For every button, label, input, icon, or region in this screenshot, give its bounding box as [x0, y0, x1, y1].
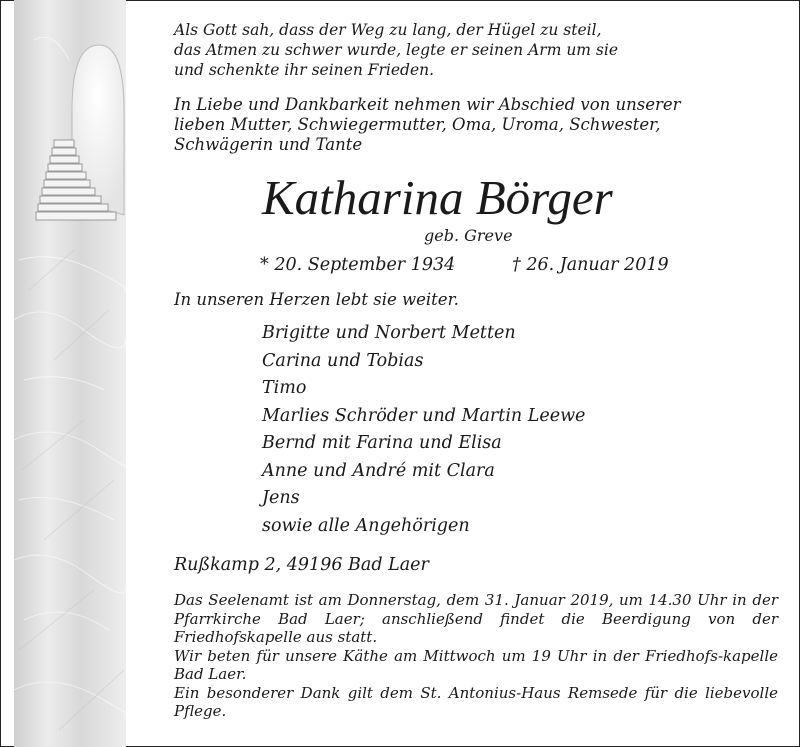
deceased-name: Katharina Börger — [262, 170, 613, 225]
service-note: Das Seelenamt ist am Donnerstag, dem 31. Januar 2019, um 14.30 Uhr in der Pfarrkirche Bad Laer; anschließend findet die Beerdigung von der Friedhofskapelle aus statt. — [174, 591, 778, 646]
family-member: Marlies Schröder und Martin Leewe — [262, 405, 586, 426]
intro-line: lieben Mutter, Schwiegermutter, Oma, Uroma, Schwester, — [174, 115, 661, 134]
family-member: Jens — [262, 488, 300, 508]
maiden-name: geb. Greve — [424, 226, 513, 245]
poem-line: und schenkte ihr seinen Frieden. — [174, 61, 435, 79]
poem-line: das Atmen zu schwer wurde, legte er seinen Arm um sie — [174, 41, 619, 59]
service-note: Wir beten für unsere Käthe am Mittwoch um 19 Uhr in der Friedhofs-kapelle Bad Laer. — [174, 646, 778, 683]
death-date: † 26. Januar 2019 — [512, 255, 669, 275]
address: Rußkamp 2, 49196 Bad Laer — [174, 555, 429, 575]
decorative-stairway-image — [14, 0, 126, 747]
family-member: Carina und Tobias — [262, 350, 424, 371]
family-member: Bernd mit Farina und Elisa — [262, 433, 502, 453]
intro-line: Schwägerin und Tante — [174, 135, 363, 154]
family-member: Brigitte und Norbert Metten — [262, 323, 516, 343]
tagline: In unseren Herzen lebt sie weiter. — [174, 290, 459, 309]
intro-line: In Liebe und Dankbarkeit nehmen wir Abschied von unserer — [174, 95, 681, 114]
birth-date: * 20. September 1934 — [260, 255, 456, 275]
service-notes — [174, 591, 778, 721]
family-member: Timo — [262, 378, 307, 398]
service-note: Ein besonderer Dank gilt dem St. Antonius-Haus Remsede für die liebevolle Pflege. — [174, 683, 778, 720]
family-member: sowie alle Angehörigen — [262, 515, 470, 536]
family-member: Anne und André mit Clara — [262, 460, 495, 481]
poem-line: Als Gott sah, dass der Weg zu lang, der Hügel zu steil, — [174, 21, 602, 39]
